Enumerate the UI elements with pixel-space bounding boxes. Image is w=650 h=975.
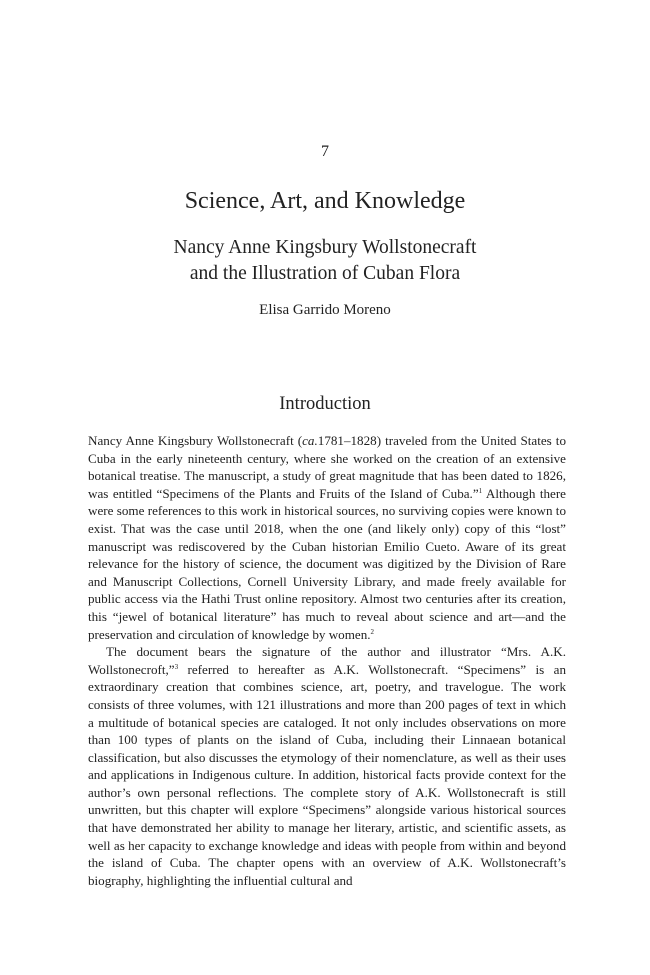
- body-text: [88, 432, 566, 889]
- footnote-marker-2[interactable]: 2: [370, 627, 375, 636]
- paragraph-1-text-c: Although there were some references to this work in historical sources, no surviving copies were known to exist. That was the case until 2018, when the one (and likely only) copy of this “lost” manuscript was rediscovered by the Cuban historian Emilio Cueto. Aware of its great relevance for the history of science, the document was digitized by the Division of Rare and Manuscript Collections, Cornell University Library, and made freely available for public access via the Hathi Trust online repository. Almost two centuries after its creation, this “jewel of botanical literature” has much to reveal about science and art—and the preservation and circulation of knowledge by women.: [88, 485, 566, 642]
- paragraph-2: [88, 643, 566, 889]
- subtitle-line-2: and the Illustration of Cuban Flora: [189, 263, 461, 284]
- subtitle-line-1: Nancy Anne Kingsbury Wollstonecraft: [173, 237, 477, 258]
- chapter-subtitle: [0, 235, 650, 287]
- circa-abbreviation: ca.: [302, 433, 318, 448]
- footnote-marker-3[interactable]: 3: [174, 662, 179, 671]
- section-heading: Introduction: [279, 394, 371, 414]
- paragraph-1: [88, 432, 566, 643]
- footnote-marker-1[interactable]: 1: [478, 486, 483, 495]
- chapter-author: Elisa Garrido Moreno: [259, 302, 391, 318]
- paragraph-2-text-a: The document bears the signature of the author and illustrator “Mrs. A.K. Wollstonecroft,”: [88, 644, 566, 677]
- chapter-number: 7: [321, 143, 329, 160]
- paragraph-1-text-a: Nancy Anne Kingsbury Wollstonecraft (: [88, 433, 303, 448]
- paragraph-2-text-b: referred to hereafter as A.K. Wollstonecraft. “Specimens” is an extraordinary creation that combines science, art, poetry, and travelogue. The work consists of three volumes, with 121 illustrations and more than 200 pages of text in which a multitude of botanical species are cataloged. It not only includes observations on more than 100 types of plants on the island of Cuba, including their Linnaean botanical classification, but also discusses the etymology of their nomenclature, as well as their uses and applications in Indigenous culture. In addition, historical facts provide context for the author’s own personal reflections. The complete story of A.K. Wollstonecraft is still unwritten, but this chapter will explore “Specimens” alongside various historical sources that have demonstrated her ability to manage her literary, artistic, and scientific assets, as well as her capacity to exchange knowledge and ideas with people from within and beyond the island of Cuba. The chapter opens with an overview of A.K. Wollstonecraft’s biography, highlighting the influential cultural and: [88, 661, 566, 888]
- paragraph-1-text-b: 1781–1828) traveled from the United States to Cuba in the early nineteenth century, where she worked on the creation of an extensive botanical treatise. The manuscript, a study of great magnitude that has been dated to 1826, was entitled “Specimens of the Plants and Fruits of the Island of Cuba.”: [88, 433, 566, 501]
- chapter-title: Science, Art, and Knowledge: [184, 188, 466, 214]
